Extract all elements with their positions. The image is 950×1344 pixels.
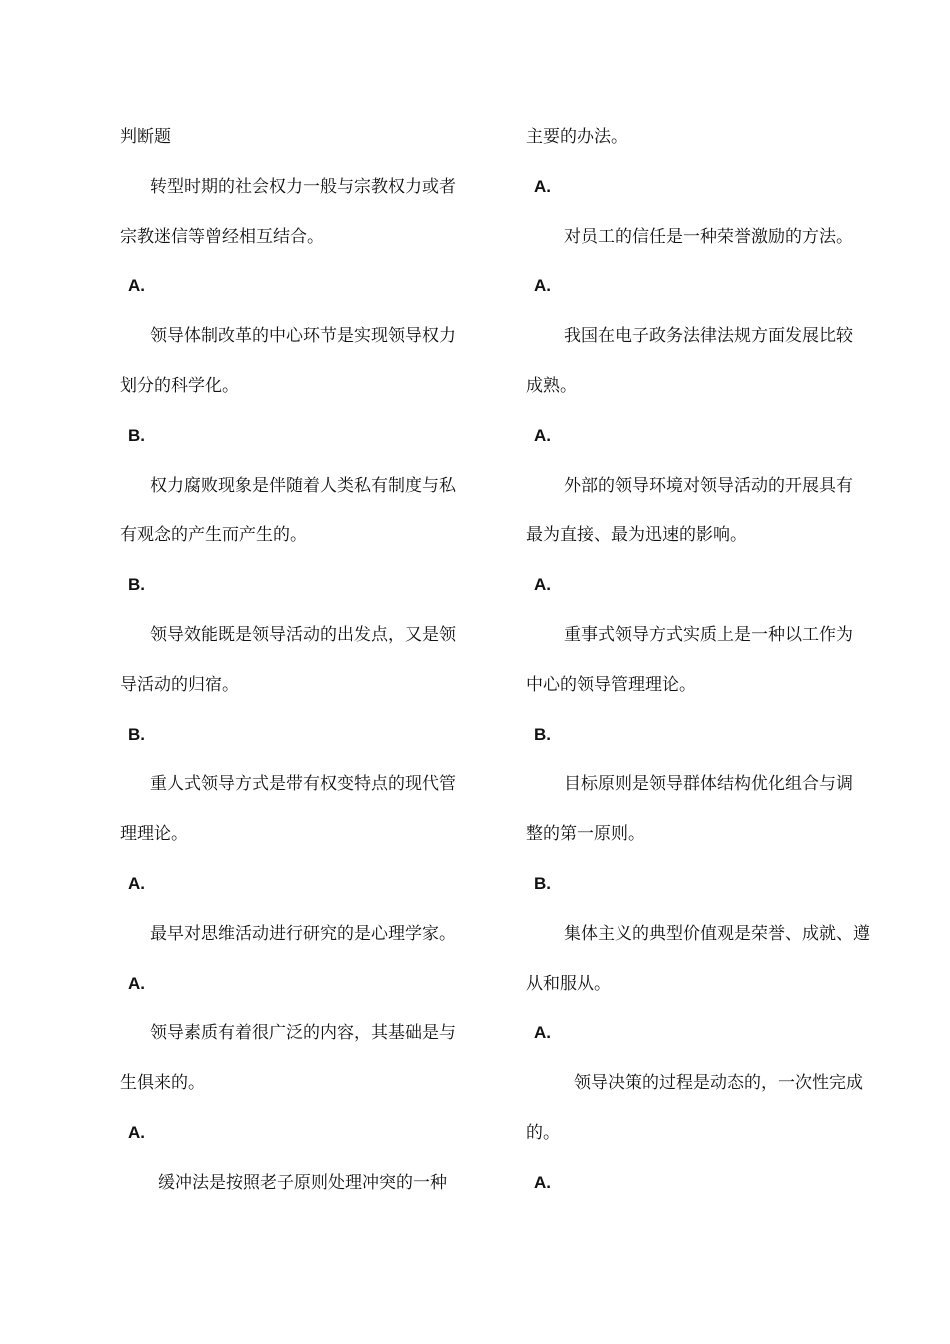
answer-label: A. <box>128 973 145 993</box>
question-text: 外部的领导环境对领导活动的开展具有 <box>564 475 853 496</box>
question-text: 重人式领导方式是带有权变特点的现代管 <box>150 774 456 795</box>
question-text: 宗教迷信等曾经相互结合。 <box>120 226 324 247</box>
question-text: 有观念的产生而产生的。 <box>120 525 307 546</box>
question-text: 对员工的信任是一种荣誉激励的方法。 <box>564 226 853 247</box>
answer-label: A. <box>534 575 551 595</box>
question-text: 判断题 <box>120 127 171 147</box>
question-text: 的。 <box>526 1123 560 1143</box>
question-text: 从和服从。 <box>526 973 611 994</box>
answer-label: B. <box>128 724 145 744</box>
question-text: 主要的办法。 <box>526 127 628 147</box>
question-text: 缓冲法是按照老子原则处理冲突的一种 <box>158 1172 447 1193</box>
question-text: 成熟。 <box>526 376 577 396</box>
answer-label: A. <box>534 1172 551 1192</box>
question-text: 领导体制改革的中心环节是实现领导权力 <box>150 326 456 347</box>
question-text: 领导素质有着很广泛的内容，其基础是与 <box>150 1023 456 1044</box>
answer-label: A. <box>128 276 145 296</box>
answer-label: A. <box>534 1023 551 1043</box>
answer-label: A. <box>534 176 551 196</box>
question-text: 整的第一原则。 <box>526 824 645 845</box>
answer-label: B. <box>534 724 551 744</box>
question-text: 理理论。 <box>120 824 188 845</box>
answer-label: A. <box>534 276 551 296</box>
question-text: 最早对思维活动进行研究的是心理学家。 <box>150 923 456 944</box>
question-text: 重事式领导方式实质上是一种以工作为 <box>564 625 853 645</box>
question-text: 我国在电子政务法律法规方面发展比较 <box>564 326 853 347</box>
question-text: 集体主义的典型价值观是荣誉、成就、遵 <box>564 923 870 944</box>
question-text: 最为直接、最为迅速的影响。 <box>526 525 747 546</box>
question-text: 生俱来的。 <box>120 1073 205 1094</box>
answer-label: B. <box>128 425 145 445</box>
question-text: 导活动的归宿。 <box>120 674 239 695</box>
question-text: 目标原则是领导群体结构优化组合与调 <box>564 774 853 795</box>
question-text: 权力腐败现象是伴随着人类私有制度与私 <box>150 475 456 496</box>
answer-label: B. <box>128 575 145 595</box>
question-text: 转型时期的社会权力一般与宗教权力或者 <box>150 176 456 197</box>
answer-label: A. <box>128 874 145 893</box>
question-text: 领导决策的过程是动态的，一次性完成 <box>574 1073 863 1094</box>
answer-label: A. <box>128 1123 145 1142</box>
answer-label: B. <box>534 874 551 893</box>
question-text: 中心的领导管理理论。 <box>526 674 696 695</box>
answer-label: A. <box>534 425 551 445</box>
question-text: 领导效能既是领导活动的出发点，又是领 <box>150 625 456 645</box>
question-text: 划分的科学化。 <box>120 376 239 396</box>
